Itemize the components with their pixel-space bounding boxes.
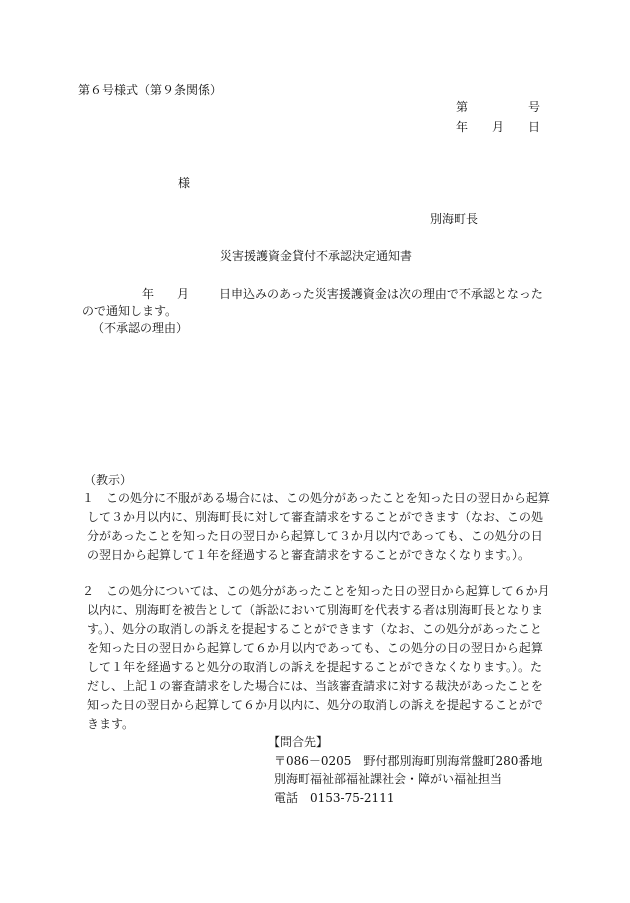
document-number-suffix: 号 xyxy=(528,100,541,114)
sender-name: 別海町長 xyxy=(430,212,479,226)
contact-department: 別海町福祉部福祉課社会・障がい福祉担当 xyxy=(274,772,503,786)
notice-item1-line: の翌日から起算して１年を経過すると審査請求をすることができなくなります。）。 xyxy=(87,548,531,562)
document-number-prefix: 第 xyxy=(456,100,469,114)
date-month: 月 xyxy=(492,120,505,134)
notice-item2-line: きます。 xyxy=(87,717,135,731)
date-day: 日 xyxy=(528,120,541,134)
body-line2: ので通知します。 xyxy=(82,304,178,318)
notice-item1-line: １ この処分に不服がある場合には、この処分があったことを知った日の翌日から起算 xyxy=(82,491,550,505)
notice-item1-line: 分があったことを知った日の翌日から起算して３か月以内であっても、この処分の日 xyxy=(87,529,543,543)
body-month: 月 xyxy=(177,287,190,301)
contact-phone: 電話 0153-75-2111 xyxy=(274,791,395,805)
document-title: 災害援護資金貸付不承認決定通知書 xyxy=(220,249,413,263)
form-label: 第６号様式（第９条関係） xyxy=(78,83,223,97)
date-year: 年 xyxy=(456,120,469,134)
notice-item1-line: して３か月以内に、別海町長に対して審査請求をすることができます（なお、この処 xyxy=(87,510,544,524)
notice-item2-line: ２ この処分については、この処分があったことを知った日の翌日から起算して６か月 xyxy=(82,584,550,598)
contact-address: 〒086－0205 野付郡別海町別海常盤町280番地 xyxy=(274,754,543,768)
body-year: 年 xyxy=(142,287,155,301)
notice-item2-line: して１年を経過すると処分の取消しの訴えを提起することができなくなります。）。た xyxy=(87,660,543,674)
notice-heading: （教示） xyxy=(84,473,133,487)
reason-heading: （不承認の理由） xyxy=(92,321,189,335)
notice-item2-line: 知った日の翌日から起算して６か月以内に、処分の取消しの訴えを提起することがで xyxy=(87,698,544,712)
body-line1-rest: 日申込みのあった災害援護資金は次の理由で不承認となった xyxy=(219,287,543,301)
notice-item2-line: だし、上記１の審査請求をした場合には、当該審査請求に対する裁決があったことを xyxy=(87,679,543,693)
addressee-honorific: 様 xyxy=(178,176,191,190)
notice-item2-line: 以内に、別海町を被告として（訴訟において別海町を代表する者は別海町長となりま xyxy=(87,603,544,617)
notice-item2-line: す。）、処分の取消しの訴えを提起することができます（なお、この処分があったこと xyxy=(87,622,542,636)
contact-heading: 【問合先】 xyxy=(268,735,329,749)
notice-item2-line: を知った日の翌日から起算して６か月以内であっても、この処分の日の翌日から起算 xyxy=(87,641,543,655)
